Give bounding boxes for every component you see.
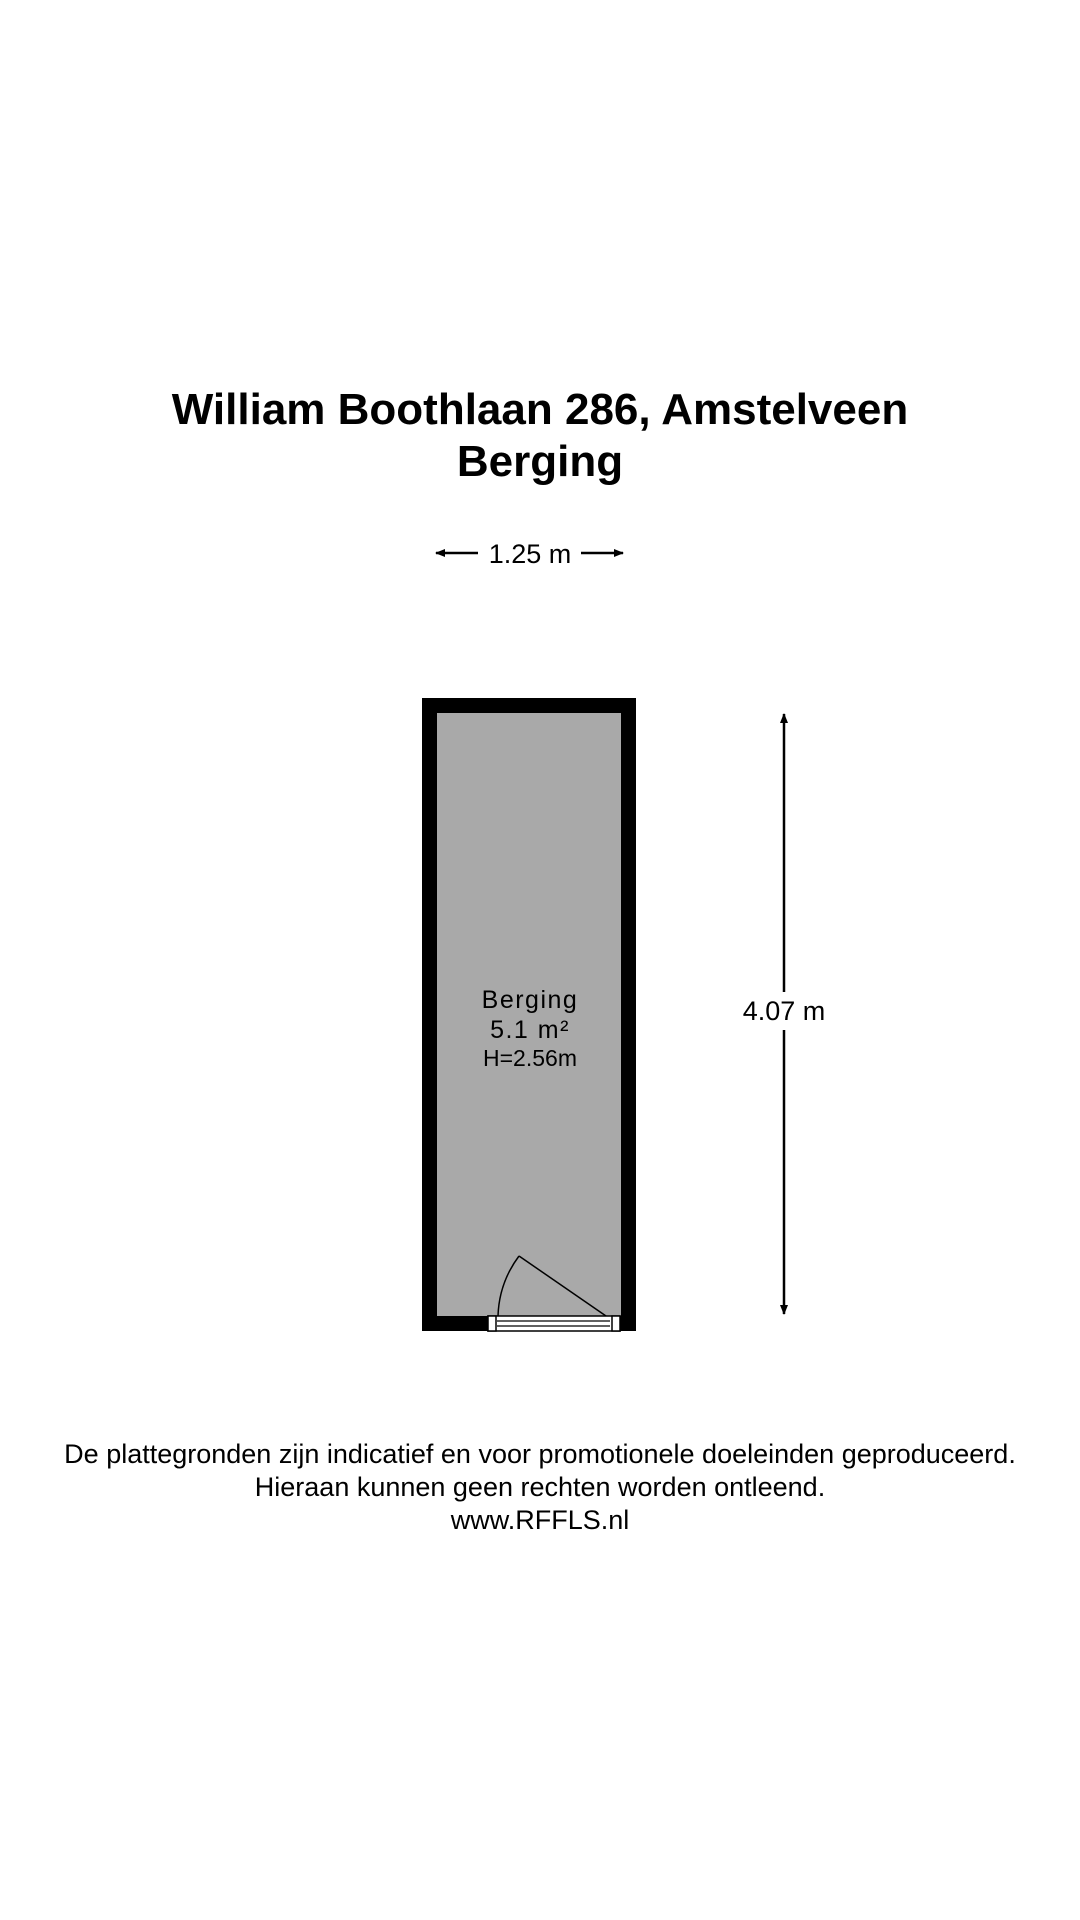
width-label: 1.25 m [488, 539, 572, 569]
door-jamb-right [612, 1316, 620, 1331]
room-area: 5.1 m² [490, 1016, 570, 1044]
plan-title-address: William Boothlaan 286, Amstelveen [171, 385, 909, 434]
door-jamb-left [488, 1316, 496, 1331]
plan-title-floor: Berging [456, 437, 624, 486]
disclaimer-line-2: Hieraan kunnen geen rechten worden ontleend. [254, 1472, 826, 1502]
door-opening [488, 1316, 620, 1331]
length-dimension [735, 714, 833, 1314]
width-dimension [436, 539, 623, 569]
room-name: Berging [481, 986, 579, 1014]
disclaimer-line-1: De plattegronden zijn indicatief en voor promotionele doeleinden geproduceerd. [64, 1439, 1016, 1469]
room-floor [437, 713, 621, 1316]
room-height: H=2.56m [483, 1045, 577, 1071]
website-link[interactable]: www.RFFLS.nl [450, 1505, 630, 1535]
length-label: 4.07 m [742, 996, 826, 1026]
